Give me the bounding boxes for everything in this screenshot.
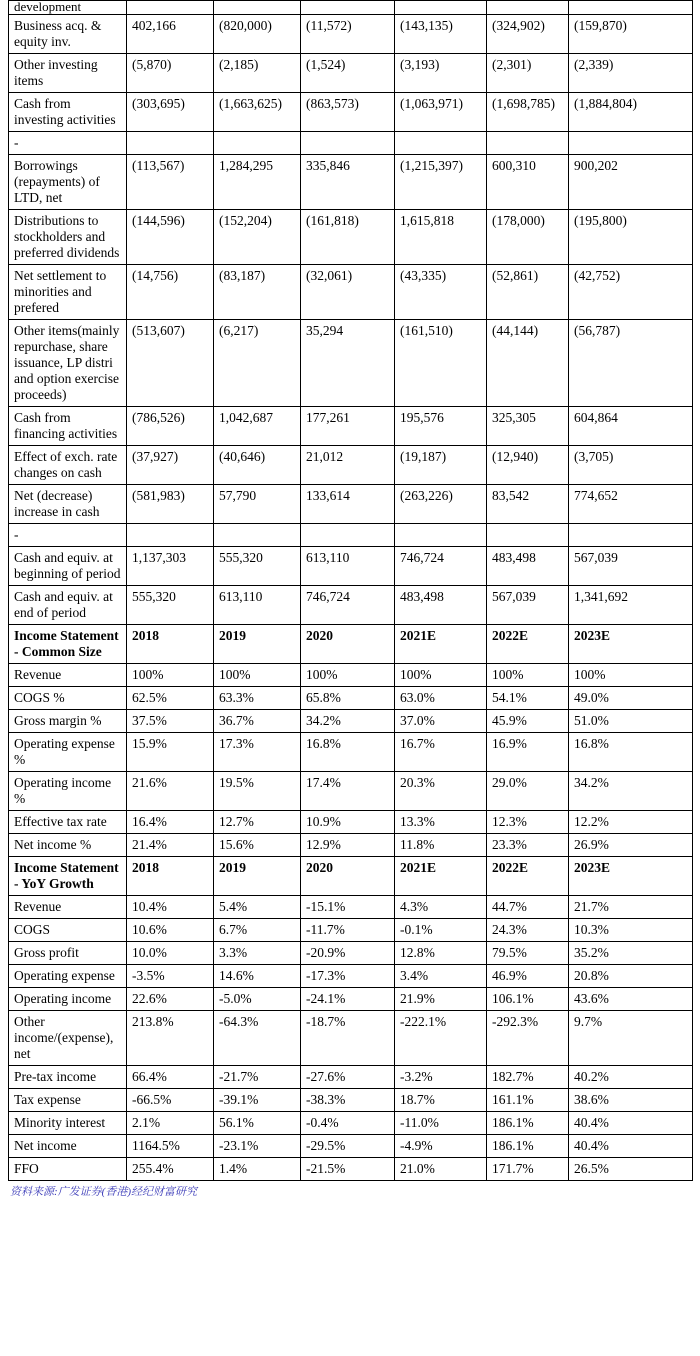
table-row bbox=[9, 446, 693, 485]
cell-value bbox=[301, 524, 395, 547]
cell-value: 100% bbox=[569, 664, 693, 687]
cell-value: -21.5% bbox=[301, 1158, 395, 1181]
cell-value: 12.2% bbox=[569, 811, 693, 834]
cell-value: 613,110 bbox=[214, 586, 301, 625]
row-label: Other investing items bbox=[9, 54, 127, 93]
cell-value: (6,217) bbox=[214, 320, 301, 407]
table-row bbox=[9, 1011, 693, 1066]
cell-value: -11.0% bbox=[395, 1112, 487, 1135]
cell-value bbox=[395, 132, 487, 155]
cell-value: 604,864 bbox=[569, 407, 693, 446]
row-label: Business acq. & equity inv. bbox=[9, 15, 127, 54]
cell-value bbox=[395, 524, 487, 547]
cell-value: 133,614 bbox=[301, 485, 395, 524]
cell-value: 2018 bbox=[127, 625, 214, 664]
cell-value: 100% bbox=[127, 664, 214, 687]
cell-value: 900,202 bbox=[569, 155, 693, 210]
cell-value: 40.4% bbox=[569, 1135, 693, 1158]
cell-value: 177,261 bbox=[301, 407, 395, 446]
cell-value: (152,204) bbox=[214, 210, 301, 265]
cell-value: 35,294 bbox=[301, 320, 395, 407]
cell-value: 2020 bbox=[301, 625, 395, 664]
cell-value: 54.1% bbox=[487, 687, 569, 710]
cell-value: (11,572) bbox=[301, 15, 395, 54]
cell-value: 1,137,303 bbox=[127, 547, 214, 586]
cell-value: (44,144) bbox=[487, 320, 569, 407]
cell-value: 2020 bbox=[301, 857, 395, 896]
cell-value: -64.3% bbox=[214, 1011, 301, 1066]
cell-value: (1,063,971) bbox=[395, 93, 487, 132]
cell-value: 2022E bbox=[487, 625, 569, 664]
cell-value: 15.9% bbox=[127, 733, 214, 772]
row-label: Gross margin % bbox=[9, 710, 127, 733]
cell-value: 2019 bbox=[214, 625, 301, 664]
row-label: development bbox=[9, 1, 127, 15]
table-row bbox=[9, 664, 693, 687]
cell-value: (161,510) bbox=[395, 320, 487, 407]
cell-value: 21.9% bbox=[395, 988, 487, 1011]
table-row bbox=[9, 1135, 693, 1158]
cell-value: 63.0% bbox=[395, 687, 487, 710]
cell-value: -23.1% bbox=[214, 1135, 301, 1158]
cell-value: 613,110 bbox=[301, 547, 395, 586]
cell-value: 21.7% bbox=[569, 896, 693, 919]
cell-value: -27.6% bbox=[301, 1066, 395, 1089]
cell-value: (178,000) bbox=[487, 210, 569, 265]
cell-value: -20.9% bbox=[301, 942, 395, 965]
cell-value: 57,790 bbox=[214, 485, 301, 524]
cell-value: 11.8% bbox=[395, 834, 487, 857]
cell-value: 20.3% bbox=[395, 772, 487, 811]
table-row bbox=[9, 407, 693, 446]
row-label: Cash from investing activities bbox=[9, 93, 127, 132]
cell-value: (52,861) bbox=[487, 265, 569, 320]
row-label: Operating expense bbox=[9, 965, 127, 988]
table-row bbox=[9, 1066, 693, 1089]
cell-value: (1,663,625) bbox=[214, 93, 301, 132]
row-label: Other income/(expense), net bbox=[9, 1011, 127, 1066]
cell-value: 10.6% bbox=[127, 919, 214, 942]
cell-value: 9.7% bbox=[569, 1011, 693, 1066]
table-row bbox=[9, 210, 693, 265]
row-label: - bbox=[9, 132, 127, 155]
cell-value: 46.9% bbox=[487, 965, 569, 988]
cell-value: 483,498 bbox=[395, 586, 487, 625]
cell-value: -17.3% bbox=[301, 965, 395, 988]
cell-value: 483,498 bbox=[487, 547, 569, 586]
cell-value: 2.1% bbox=[127, 1112, 214, 1135]
cell-value: 45.9% bbox=[487, 710, 569, 733]
cell-value: 255.4% bbox=[127, 1158, 214, 1181]
table-row bbox=[9, 1089, 693, 1112]
table-row bbox=[9, 15, 693, 54]
cell-value: -292.3% bbox=[487, 1011, 569, 1066]
section-header-row bbox=[9, 625, 693, 664]
cell-value bbox=[301, 1, 395, 15]
row-label: - bbox=[9, 524, 127, 547]
spacer-row bbox=[9, 132, 693, 155]
cell-value: -3.5% bbox=[127, 965, 214, 988]
table-row bbox=[9, 320, 693, 407]
cell-value: 62.5% bbox=[127, 687, 214, 710]
cell-value: (5,870) bbox=[127, 54, 214, 93]
cell-value bbox=[395, 1, 487, 15]
cell-value: 1,042,687 bbox=[214, 407, 301, 446]
row-label: COGS bbox=[9, 919, 127, 942]
spacer-row bbox=[9, 524, 693, 547]
cell-value: (2,339) bbox=[569, 54, 693, 93]
table-row bbox=[9, 687, 693, 710]
cell-value: 15.6% bbox=[214, 834, 301, 857]
table-row bbox=[9, 834, 693, 857]
cell-value: 2023E bbox=[569, 857, 693, 896]
row-label: Other items(mainly repurchase, share issuance, LP distri and option exercise proceeds) bbox=[9, 320, 127, 407]
cell-value bbox=[127, 524, 214, 547]
cell-value: 746,724 bbox=[301, 586, 395, 625]
cell-value: (3,193) bbox=[395, 54, 487, 93]
cell-value: 21,012 bbox=[301, 446, 395, 485]
cell-value: -4.9% bbox=[395, 1135, 487, 1158]
cell-value: -15.1% bbox=[301, 896, 395, 919]
cell-value: 65.8% bbox=[301, 687, 395, 710]
cell-value: (581,983) bbox=[127, 485, 214, 524]
cell-value: 26.5% bbox=[569, 1158, 693, 1181]
cell-value: (19,187) bbox=[395, 446, 487, 485]
cell-value: 13.3% bbox=[395, 811, 487, 834]
cell-value: 4.3% bbox=[395, 896, 487, 919]
cell-value: 161.1% bbox=[487, 1089, 569, 1112]
cell-value: 18.7% bbox=[395, 1089, 487, 1112]
cell-value: (42,752) bbox=[569, 265, 693, 320]
cell-value: 16.8% bbox=[301, 733, 395, 772]
row-label: FFO bbox=[9, 1158, 127, 1181]
cell-value: (12,940) bbox=[487, 446, 569, 485]
cell-value: 1.4% bbox=[214, 1158, 301, 1181]
cell-value: -11.7% bbox=[301, 919, 395, 942]
cell-value: -21.7% bbox=[214, 1066, 301, 1089]
cell-value: 186.1% bbox=[487, 1135, 569, 1158]
row-label: Net income bbox=[9, 1135, 127, 1158]
cell-value bbox=[127, 132, 214, 155]
cell-value: (56,787) bbox=[569, 320, 693, 407]
cell-value: 16.9% bbox=[487, 733, 569, 772]
table-row bbox=[9, 54, 693, 93]
cell-value: (144,596) bbox=[127, 210, 214, 265]
row-label: Income Statement - YoY Growth bbox=[9, 857, 127, 896]
cell-value: -66.5% bbox=[127, 1089, 214, 1112]
table-row bbox=[9, 93, 693, 132]
cell-value: (786,526) bbox=[127, 407, 214, 446]
cell-value: 16.8% bbox=[569, 733, 693, 772]
cell-value: 20.8% bbox=[569, 965, 693, 988]
row-label: Gross profit bbox=[9, 942, 127, 965]
cell-value: 12.3% bbox=[487, 811, 569, 834]
cell-value: 402,166 bbox=[127, 15, 214, 54]
cell-value: 555,320 bbox=[127, 586, 214, 625]
cell-value: 195,576 bbox=[395, 407, 487, 446]
cell-value: 100% bbox=[214, 664, 301, 687]
cell-value bbox=[127, 1, 214, 15]
cell-value: 22.6% bbox=[127, 988, 214, 1011]
cell-value bbox=[214, 524, 301, 547]
cell-value: (195,800) bbox=[569, 210, 693, 265]
cell-value bbox=[569, 132, 693, 155]
cell-value: 3.3% bbox=[214, 942, 301, 965]
cell-value: 36.7% bbox=[214, 710, 301, 733]
cell-value: 100% bbox=[301, 664, 395, 687]
row-label: Tax expense bbox=[9, 1089, 127, 1112]
cell-value: 186.1% bbox=[487, 1112, 569, 1135]
row-label: Income Statement - Common Size bbox=[9, 625, 127, 664]
table-row bbox=[9, 811, 693, 834]
cell-value: 2021E bbox=[395, 625, 487, 664]
cell-value: 325,305 bbox=[487, 407, 569, 446]
cell-value: 10.0% bbox=[127, 942, 214, 965]
cell-value: 56.1% bbox=[214, 1112, 301, 1135]
cell-value: 600,310 bbox=[487, 155, 569, 210]
cell-value: 83,542 bbox=[487, 485, 569, 524]
cell-value: (303,695) bbox=[127, 93, 214, 132]
cell-value: (2,301) bbox=[487, 54, 569, 93]
cell-value: (820,000) bbox=[214, 15, 301, 54]
cell-value: 1,341,692 bbox=[569, 586, 693, 625]
cell-value: 2018 bbox=[127, 857, 214, 896]
cell-value: 12.9% bbox=[301, 834, 395, 857]
table-row bbox=[9, 896, 693, 919]
cell-value: (32,061) bbox=[301, 265, 395, 320]
cell-value: 49.0% bbox=[569, 687, 693, 710]
cell-value: -24.1% bbox=[301, 988, 395, 1011]
cell-value: (263,226) bbox=[395, 485, 487, 524]
cell-value: 2022E bbox=[487, 857, 569, 896]
cell-value: -18.7% bbox=[301, 1011, 395, 1066]
row-label: Net (decrease) increase in cash bbox=[9, 485, 127, 524]
row-label: COGS % bbox=[9, 687, 127, 710]
table-row bbox=[9, 485, 693, 524]
cell-value: 66.4% bbox=[127, 1066, 214, 1089]
cell-value bbox=[301, 132, 395, 155]
cell-value: -222.1% bbox=[395, 1011, 487, 1066]
row-label: Pre-tax income bbox=[9, 1066, 127, 1089]
cell-value: -5.0% bbox=[214, 988, 301, 1011]
cell-value: 24.3% bbox=[487, 919, 569, 942]
table-row bbox=[9, 710, 693, 733]
cell-value: -0.4% bbox=[301, 1112, 395, 1135]
table-row bbox=[9, 919, 693, 942]
cell-value: 746,724 bbox=[395, 547, 487, 586]
cell-value: (3,705) bbox=[569, 446, 693, 485]
cell-value: 38.6% bbox=[569, 1089, 693, 1112]
cell-value: (14,756) bbox=[127, 265, 214, 320]
cell-value: 555,320 bbox=[214, 547, 301, 586]
cell-value bbox=[487, 132, 569, 155]
cell-value: 16.4% bbox=[127, 811, 214, 834]
cell-value: 1,284,295 bbox=[214, 155, 301, 210]
cell-value: 567,039 bbox=[487, 586, 569, 625]
cell-value bbox=[214, 1, 301, 15]
cell-value: -39.1% bbox=[214, 1089, 301, 1112]
cell-value: (40,646) bbox=[214, 446, 301, 485]
cell-value: 12.8% bbox=[395, 942, 487, 965]
cell-value: 182.7% bbox=[487, 1066, 569, 1089]
cell-value: 16.7% bbox=[395, 733, 487, 772]
table-row bbox=[9, 942, 693, 965]
row-label: Revenue bbox=[9, 664, 127, 687]
cell-value: 106.1% bbox=[487, 988, 569, 1011]
row-label: Cash and equiv. at end of period bbox=[9, 586, 127, 625]
cell-value: 567,039 bbox=[569, 547, 693, 586]
cell-value bbox=[214, 132, 301, 155]
cell-value: (1,884,804) bbox=[569, 93, 693, 132]
cell-value: (113,567) bbox=[127, 155, 214, 210]
row-label: Operating income bbox=[9, 988, 127, 1011]
cell-value bbox=[487, 524, 569, 547]
cell-value: 21.6% bbox=[127, 772, 214, 811]
cell-value: 12.7% bbox=[214, 811, 301, 834]
table-row bbox=[9, 965, 693, 988]
cell-value: 100% bbox=[395, 664, 487, 687]
cell-value: 1,615,818 bbox=[395, 210, 487, 265]
row-label: Net income % bbox=[9, 834, 127, 857]
row-label: Borrowings (repayments) of LTD, net bbox=[9, 155, 127, 210]
cell-value: (1,698,785) bbox=[487, 93, 569, 132]
clipped-row bbox=[9, 1, 693, 15]
cell-value bbox=[569, 1, 693, 15]
table-row bbox=[9, 547, 693, 586]
source-note: 资料来源:广发证券(香港)经纪财富研究 bbox=[10, 1186, 197, 1198]
cell-value: 21.4% bbox=[127, 834, 214, 857]
cell-value: (161,818) bbox=[301, 210, 395, 265]
cell-value: 40.4% bbox=[569, 1112, 693, 1135]
cell-value: 29.0% bbox=[487, 772, 569, 811]
cell-value: 2019 bbox=[214, 857, 301, 896]
cell-value: 14.6% bbox=[214, 965, 301, 988]
cell-value: (37,927) bbox=[127, 446, 214, 485]
cell-value: -3.2% bbox=[395, 1066, 487, 1089]
table-row bbox=[9, 586, 693, 625]
row-label: Net settlement to minorities and prefered bbox=[9, 265, 127, 320]
cell-value: 6.7% bbox=[214, 919, 301, 942]
row-label: Cash and equiv. at beginning of period bbox=[9, 547, 127, 586]
cell-value: 34.2% bbox=[301, 710, 395, 733]
cell-value: 1164.5% bbox=[127, 1135, 214, 1158]
cell-value: -38.3% bbox=[301, 1089, 395, 1112]
cell-value: 37.5% bbox=[127, 710, 214, 733]
cell-value: 335,846 bbox=[301, 155, 395, 210]
cell-value: 63.3% bbox=[214, 687, 301, 710]
cell-value: (2,185) bbox=[214, 54, 301, 93]
cell-value: 79.5% bbox=[487, 942, 569, 965]
cell-value: 3.4% bbox=[395, 965, 487, 988]
row-label: Distributions to stockholders and preferred dividends bbox=[9, 210, 127, 265]
cell-value: -0.1% bbox=[395, 919, 487, 942]
cell-value: 40.2% bbox=[569, 1066, 693, 1089]
cell-value: (1,524) bbox=[301, 54, 395, 93]
cell-value: 10.9% bbox=[301, 811, 395, 834]
cell-value: 171.7% bbox=[487, 1158, 569, 1181]
row-label: Minority interest bbox=[9, 1112, 127, 1135]
table-row bbox=[9, 733, 693, 772]
financial-table-body bbox=[9, 1, 693, 1181]
cell-value: 19.5% bbox=[214, 772, 301, 811]
cell-value: 10.3% bbox=[569, 919, 693, 942]
cell-value: 5.4% bbox=[214, 896, 301, 919]
cell-value: 37.0% bbox=[395, 710, 487, 733]
cell-value: 10.4% bbox=[127, 896, 214, 919]
table-row bbox=[9, 1158, 693, 1181]
cell-value: 17.4% bbox=[301, 772, 395, 811]
cell-value: (43,335) bbox=[395, 265, 487, 320]
row-label: Effective tax rate bbox=[9, 811, 127, 834]
row-label: Effect of exch. rate changes on cash bbox=[9, 446, 127, 485]
cell-value: 51.0% bbox=[569, 710, 693, 733]
cell-value: 35.2% bbox=[569, 942, 693, 965]
row-label: Operating income % bbox=[9, 772, 127, 811]
cell-value: -29.5% bbox=[301, 1135, 395, 1158]
cell-value: 43.6% bbox=[569, 988, 693, 1011]
cell-value: 100% bbox=[487, 664, 569, 687]
cell-value: 774,652 bbox=[569, 485, 693, 524]
table-row bbox=[9, 988, 693, 1011]
cell-value: (863,573) bbox=[301, 93, 395, 132]
cell-value: (513,607) bbox=[127, 320, 214, 407]
section-header-row bbox=[9, 857, 693, 896]
cell-value: (159,870) bbox=[569, 15, 693, 54]
cell-value: 2021E bbox=[395, 857, 487, 896]
cell-value: 17.3% bbox=[214, 733, 301, 772]
cell-value: (83,187) bbox=[214, 265, 301, 320]
row-label: Cash from financing activities bbox=[9, 407, 127, 446]
cell-value: (143,135) bbox=[395, 15, 487, 54]
cell-value: 44.7% bbox=[487, 896, 569, 919]
cell-value: 34.2% bbox=[569, 772, 693, 811]
cell-value: 2023E bbox=[569, 625, 693, 664]
cell-value: (324,902) bbox=[487, 15, 569, 54]
table-row bbox=[9, 1112, 693, 1135]
row-label: Revenue bbox=[9, 896, 127, 919]
cell-value bbox=[487, 1, 569, 15]
cell-value: 26.9% bbox=[569, 834, 693, 857]
cell-value: 213.8% bbox=[127, 1011, 214, 1066]
financial-statements-table bbox=[8, 0, 693, 1181]
table-row bbox=[9, 265, 693, 320]
row-label: Operating expense % bbox=[9, 733, 127, 772]
cell-value bbox=[569, 524, 693, 547]
table-row bbox=[9, 155, 693, 210]
cell-value: (1,215,397) bbox=[395, 155, 487, 210]
table-row bbox=[9, 772, 693, 811]
cell-value: 23.3% bbox=[487, 834, 569, 857]
cell-value: 21.0% bbox=[395, 1158, 487, 1181]
